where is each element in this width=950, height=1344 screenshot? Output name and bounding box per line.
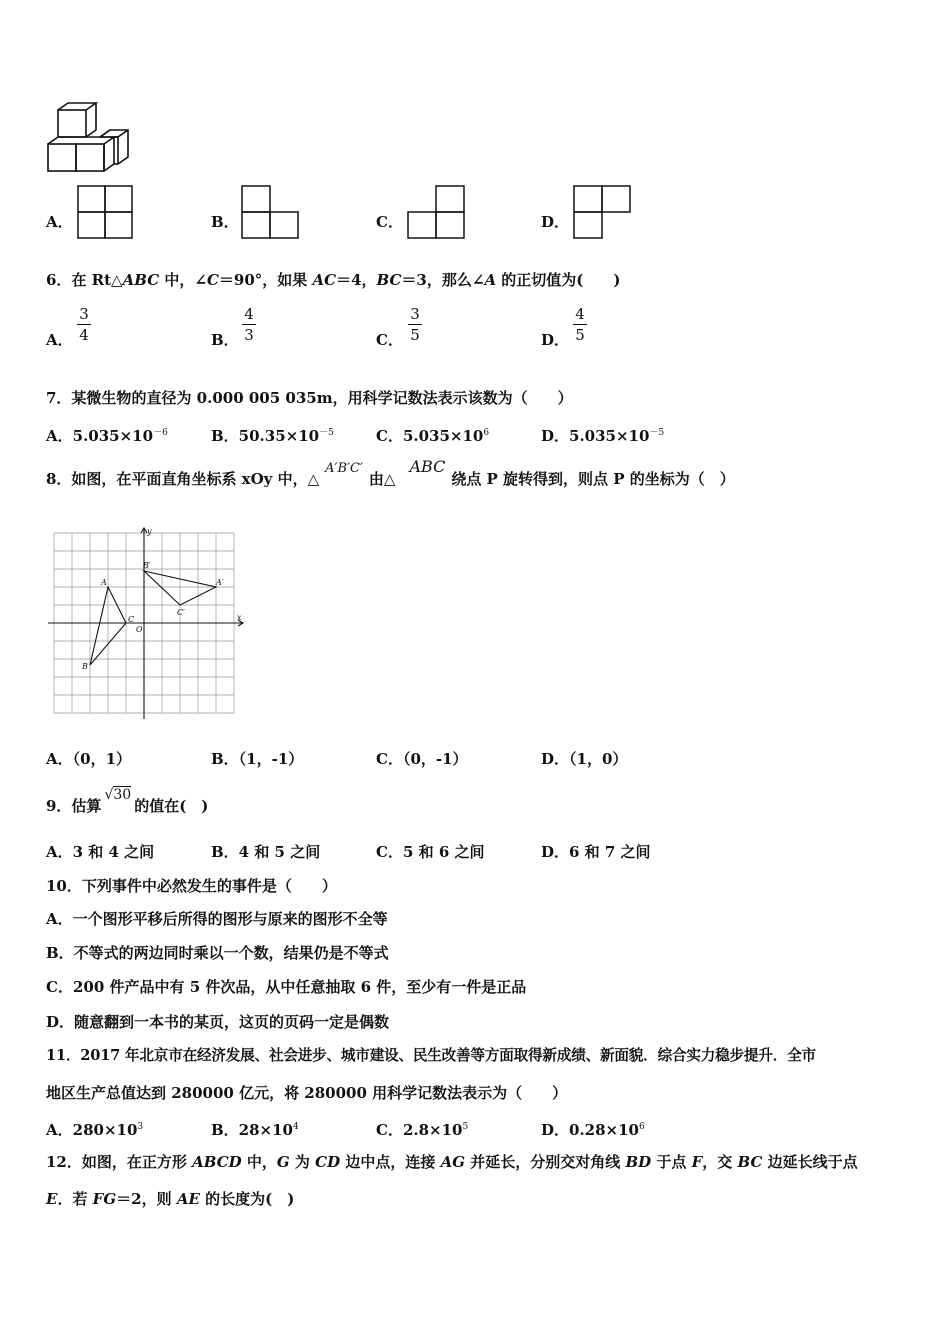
q8-question: 8．如图，在平面直角坐标系 xOy 中，△A′B′C′由△ABC绕点 P 旋转得到，则点 P 的坐标为（ ） — [46, 457, 735, 488]
y-axis-label: y — [147, 527, 152, 536]
q7-option-b: B．$50.35\times 10^{-5}$ — [211, 427, 334, 445]
q7-option-d: D．$5.035\times 10^{-5}$ — [541, 427, 665, 445]
q6-option-a-fraction: $\frac{3}{4}$ — [77, 305, 91, 344]
q9-option-c: C．5 和 6 之间 — [376, 843, 485, 861]
coordinate-grid-figure — [46, 525, 251, 723]
q5-option-a-view-icon — [77, 185, 135, 241]
q5-option-b-label: B． — [211, 213, 239, 231]
q9-option-a: A．3 和 4 之间 — [46, 843, 155, 861]
cube-stack-figure — [44, 100, 134, 176]
q10-question: 10．下列事件中必然发生的事件是（ ） — [46, 877, 337, 895]
q10-option-c: C．200 件产品中有 5 件次品，从中任意抽取 6 件，至少有一件是正品 — [46, 978, 527, 996]
q8-option-d: D．（1，0） — [541, 750, 628, 768]
q11-option-b: B．$28\times 10^4$ — [211, 1121, 299, 1139]
q9-option-b: B．4 和 5 之间 — [211, 843, 321, 861]
q7-option-c: C．$5.035\times 10^6$ — [376, 427, 490, 445]
q5-option-b-view-icon — [241, 185, 301, 241]
q10-option-a: A．一个图形平移后所得的图形与原来的图形不全等 — [46, 910, 388, 928]
q6-question: 6．在 Rt△ABC 中，∠C＝90°，如果 AC＝4，BC＝3，那么∠A 的正切值为( ) — [46, 271, 621, 289]
origin-label: O — [136, 625, 143, 634]
point-c-label: C — [128, 615, 135, 624]
q10-option-d: D．随意翻到一本书的某页，这页的页码一定是偶数 — [46, 1013, 390, 1031]
q6-option-d-fraction: $\frac{4}{5}$ — [573, 305, 587, 344]
q10-option-b: B．不等式的两边同时乘以一个数，结果仍是不等式 — [46, 944, 389, 962]
q6-option-c-label: C． — [376, 331, 403, 349]
q12-question-line2: E．若 FG＝2，则 AE 的长度为( ) — [46, 1190, 295, 1208]
q12-question-line1: 12．如图，在正方形 ABCD 中，G 为 CD 边中点，连接 AG 并延长，分别交对角线 BD 于点 F，交 BC 边延长线于点 — [46, 1153, 858, 1171]
q11-question-line1: 11．2017 年北京市在经济发展、社会进步、城市建设、民生改善等方面取得新成绩、新面貌．综合实力稳步提升．全市 — [46, 1047, 816, 1064]
q8-option-b: B．（1，-1） — [211, 750, 304, 768]
q9-option-d: D．6 和 7 之间 — [541, 843, 651, 861]
q5-option-d-view-icon — [573, 185, 633, 241]
q6-option-b-label: B． — [211, 331, 239, 349]
q6-option-b-fraction: $\frac{4}{3}$ — [242, 305, 256, 344]
q6-option-a-label: A． — [46, 331, 73, 349]
q5-option-c-label: C． — [376, 213, 403, 231]
q9-question: 9．估算√30的值在( ) — [46, 787, 209, 815]
q5-option-a-label: A． — [46, 213, 73, 231]
q8-option-c: C．（0，-1） — [376, 750, 468, 768]
sqrt-30: √30 — [104, 787, 132, 803]
q8-option-a: A．（0，1） — [46, 750, 132, 768]
q11-option-c: C．$2.8\times 10^5$ — [376, 1121, 469, 1139]
point-a-label: A — [101, 578, 107, 587]
radical-sign-icon: √ — [104, 787, 114, 803]
x-axis-label: x — [237, 613, 242, 622]
q11-option-a: A．$280\times 10^3$ — [46, 1121, 144, 1139]
q11-option-d: D．$0.28\times 10^6$ — [541, 1121, 645, 1139]
point-b-label: B — [82, 662, 88, 671]
q6-option-d-label: D． — [541, 331, 570, 349]
q7-question: 7．某微生物的直径为 0.000 005 035m，用科学记数法表示该数为（ ） — [46, 389, 573, 407]
q5-option-c-view-icon — [407, 185, 467, 241]
point-a-prime-label: A′ — [216, 578, 224, 587]
point-c-prime-label: C′ — [177, 608, 185, 617]
q11-question-line2: 地区生产总值达到 280000 亿元，将 280000 用科学记数法表示为（ ） — [46, 1084, 568, 1102]
q7-option-a: A．$5.035\times 10^{-6}$ — [46, 427, 168, 445]
point-b-prime-label: B′ — [143, 561, 151, 570]
q5-option-d-label: D． — [541, 213, 570, 231]
q6-option-c-fraction: $\frac{3}{5}$ — [408, 305, 422, 344]
